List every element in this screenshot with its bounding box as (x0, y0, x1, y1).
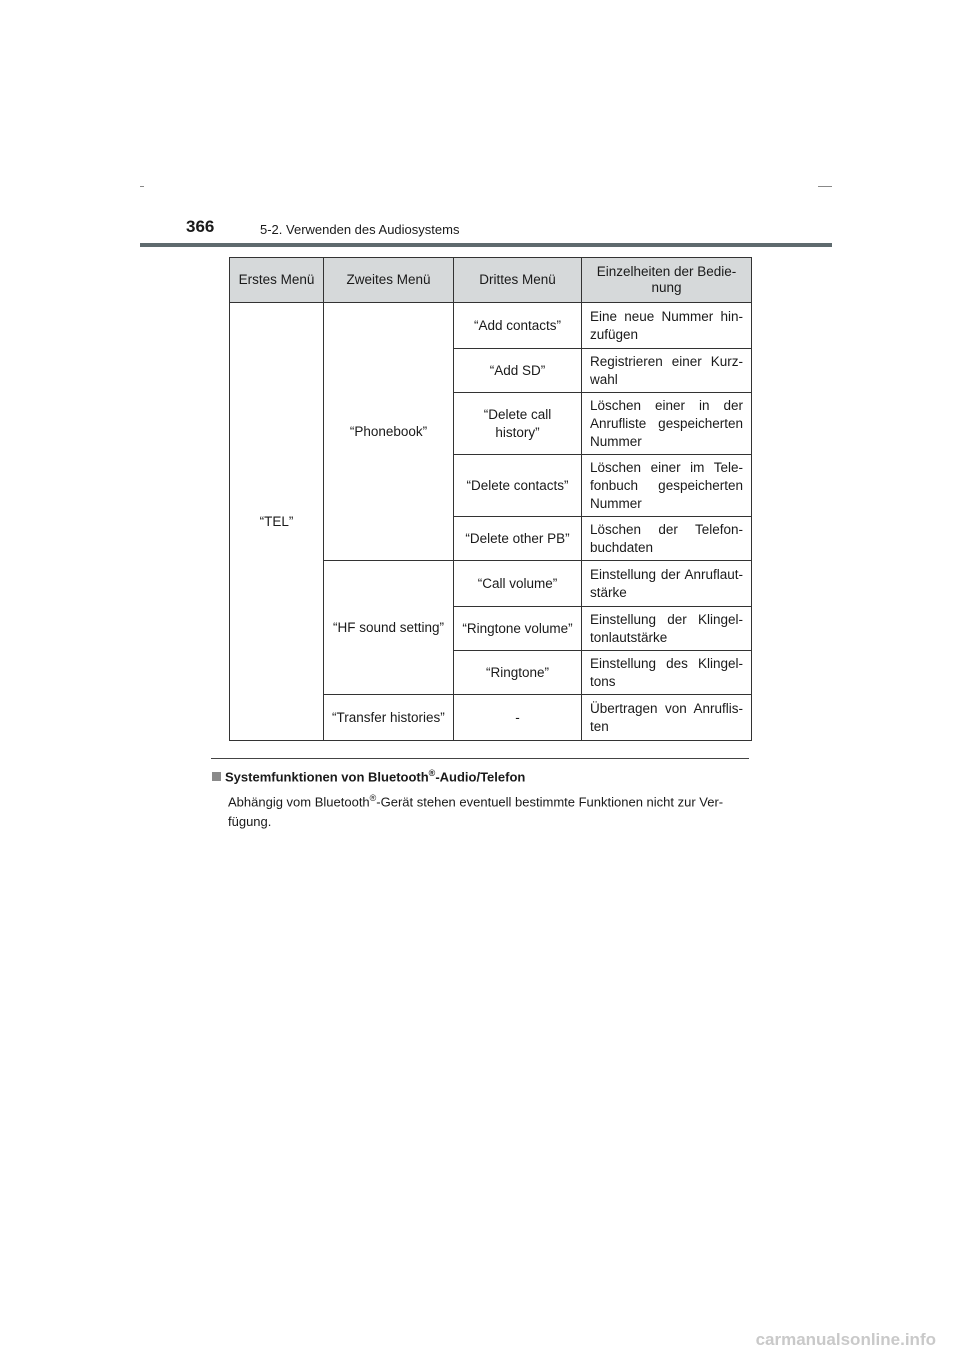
detail-cell: Löschen der Telefon-buchdaten (582, 517, 752, 561)
detail-cell: Einstellung der Klingel-tonlautstärke (582, 607, 752, 651)
detail-cell: Übertragen von Anruflis-ten (582, 695, 752, 741)
note-text: Abhängig vom Bluetooth®-Gerät stehen eventuell bestimmte Funktionen nicht zur Ver-fügung. (228, 793, 724, 830)
header-details: Einzelheiten der Bedie-nung (582, 258, 752, 303)
crop-mark-left (140, 186, 144, 187)
first-menu-tel: “TEL” (230, 303, 324, 741)
third-menu-cell: “Ringtone volume” (454, 607, 582, 651)
header-second-menu: Zweites Menü (324, 258, 454, 303)
header-first-menu: Erstes Menü (230, 258, 324, 303)
third-menu-cell: “Add SD” (454, 349, 582, 393)
detail-cell: Löschen einer in der Anrufliste gespeicherten Nummer (582, 393, 752, 455)
detail-cell: Einstellung des Klingel-tons (582, 651, 752, 695)
third-menu-cell: “Ringtone” (454, 651, 582, 695)
third-menu-cell: - (454, 695, 582, 741)
detail-cell: Einstellung der Anruflaut-stärke (582, 561, 752, 607)
third-menu-cell: “Delete call history” (454, 393, 582, 455)
second-menu-hf-sound: “HF sound setting” (324, 561, 454, 695)
watermark: carmanualsonline.info (755, 1330, 936, 1349)
third-menu-cell: “Call volume” (454, 561, 582, 607)
table-row (230, 303, 752, 349)
second-menu-transfer: “Transfer histories” (324, 695, 454, 741)
third-menu-cell: “Delete contacts” (454, 455, 582, 517)
second-menu-phonebook: “Phonebook” (324, 303, 454, 561)
detail-cell: Eine neue Nummer hin-zufügen (582, 303, 752, 349)
note-title: Systemfunktionen von Bluetooth®-Audio/Telefon (212, 768, 525, 784)
page-number: 366 (186, 217, 215, 236)
square-bullet-icon (212, 772, 221, 781)
table-header-row (230, 258, 752, 303)
third-menu-cell: “Add contacts” (454, 303, 582, 349)
detail-cell: Löschen einer im Tele-fonbuch gespeicherten Nummer (582, 455, 752, 517)
header-rule (140, 243, 832, 247)
header-third-menu: Drittes Menü (454, 258, 582, 303)
third-menu-cell: “Delete other PB” (454, 517, 582, 561)
note-rule (211, 758, 749, 759)
crop-mark-right (818, 186, 832, 187)
section-title: 5-2. Verwenden des Audiosystems (260, 222, 460, 237)
detail-cell: Registrieren einer Kurz-wahl (582, 349, 752, 393)
menu-table (229, 257, 752, 741)
